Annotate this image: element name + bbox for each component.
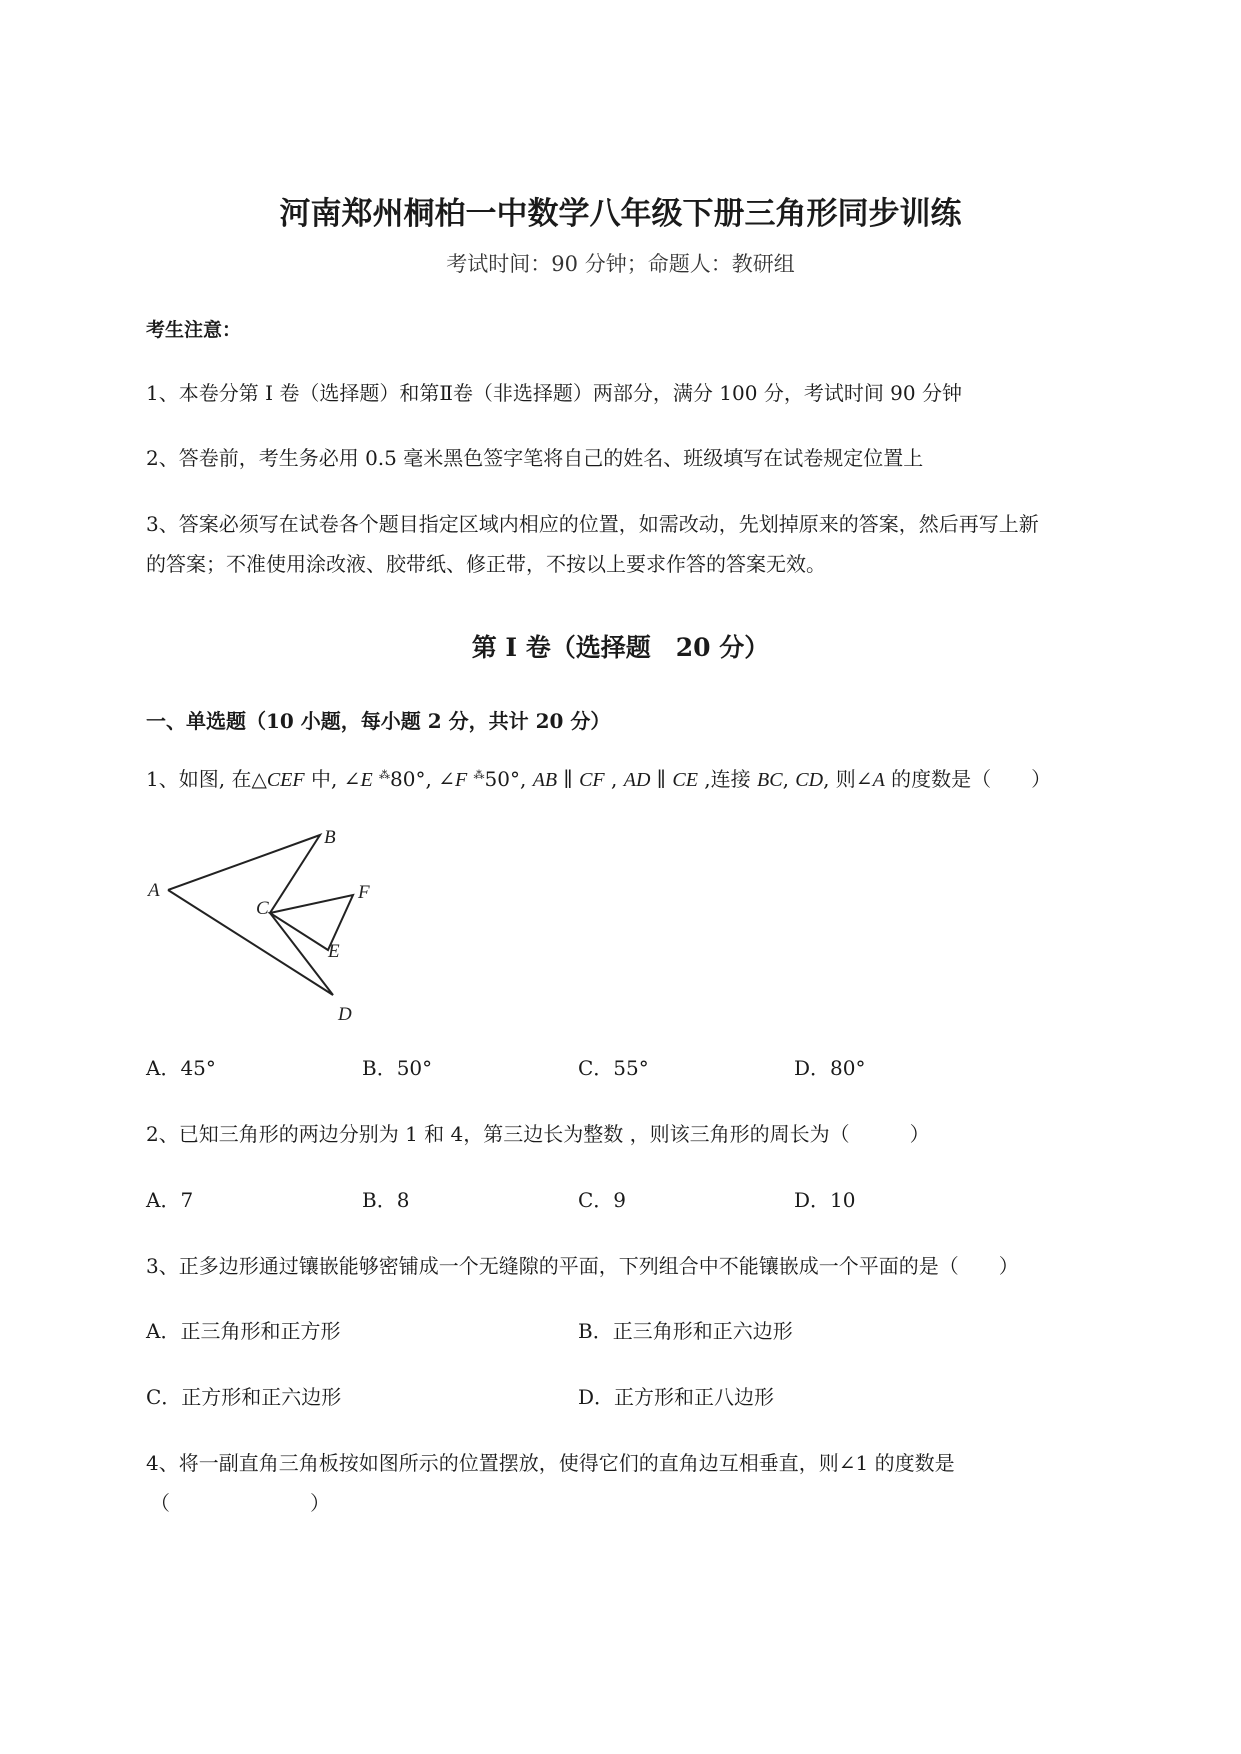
q3-option-d[interactable]: D．正方形和正八边形 xyxy=(578,1385,775,1409)
label-A: A xyxy=(148,880,160,901)
q1-option-a[interactable]: A．45° xyxy=(146,1056,216,1080)
label-F: F xyxy=(358,882,370,903)
exam-info: 考试时间：90 分钟；命题人：教研组 xyxy=(446,252,795,276)
segment-A-B-C-D-A xyxy=(168,835,333,995)
question-4-stem: 4、将一副直角三角板按如图所示的位置摆放，使得它们的直角边互相垂直，则∠1 的度数是 xyxy=(146,1451,955,1475)
section-title: 第 I 卷（选择题 20 分） xyxy=(471,633,770,662)
triangle-CEF xyxy=(270,895,353,950)
question-2-stem: 2、已知三角形的两边分别为 1 和 4，第三边长为整数 ，则该三角形的周长为（ ） xyxy=(146,1122,930,1146)
q2-option-d[interactable]: D．10 xyxy=(794,1188,856,1212)
notice-item-1: 1、本卷分第 I 卷（选择题）和第Ⅱ卷（非选择题）两部分，满分 100 分，考试时间 90 分钟 xyxy=(146,381,962,405)
q1-option-d[interactable]: D．80° xyxy=(794,1056,866,1080)
label-C: C xyxy=(256,898,269,919)
q1-option-c[interactable]: C．55° xyxy=(578,1056,649,1080)
label-D: D xyxy=(338,1004,352,1025)
question-3-stem: 3、正多边形通过镶嵌能够密铺成一个无缝隙的平面，下列组合中不能镶嵌成一个平面的是（ ） xyxy=(146,1254,1019,1278)
label-E: E xyxy=(328,941,340,962)
notice-item-3-cont: 的答案；不准使用涂改液、胶带纸、修正带，不按以上要求作答的答案无效。 xyxy=(146,552,826,576)
section-subtitle: 一、单选题（10 小题，每小题 2 分，共计 20 分） xyxy=(146,709,611,733)
q2-option-a[interactable]: A．7 xyxy=(146,1188,194,1212)
q3-option-a[interactable]: A．正三角形和正方形 xyxy=(146,1319,341,1343)
notice-item-2: 2、答卷前，考生务必用 0.5 毫米黑色签字笔将自己的姓名、班级填写在试卷规定位置上 xyxy=(146,446,924,470)
notice-heading: 考生注意： xyxy=(146,319,242,341)
q2-option-b[interactable]: B．8 xyxy=(362,1188,410,1212)
page-title: 河南郑州桐柏一中数学八年级下册三角形同步训练 xyxy=(279,196,962,232)
label-B: B xyxy=(324,827,336,848)
q3-option-b[interactable]: B．正三角形和正六边形 xyxy=(578,1319,793,1343)
q3-option-c[interactable]: C．正方形和正六边形 xyxy=(146,1385,342,1409)
question-1-stem: 1、如图, 在△CEF 中, ∠E ⁂80°, ∠F ⁂50°, AB ∥ CF , AD ∥ CE ,连接 BC, CD, 则∠A 的度数是（ ） xyxy=(146,767,1052,791)
notice-item-3: 3、答案必须写在试卷各个题目指定区域内相应的位置，如需改动，先划掉原来的答案，然后再写上新 xyxy=(146,512,1039,536)
question-4-answer-blank[interactable]: （ ） xyxy=(150,1491,330,1515)
q1-option-b[interactable]: B．50° xyxy=(362,1056,433,1080)
triangle-figure xyxy=(140,825,380,1025)
q2-option-c[interactable]: C．9 xyxy=(578,1188,627,1212)
